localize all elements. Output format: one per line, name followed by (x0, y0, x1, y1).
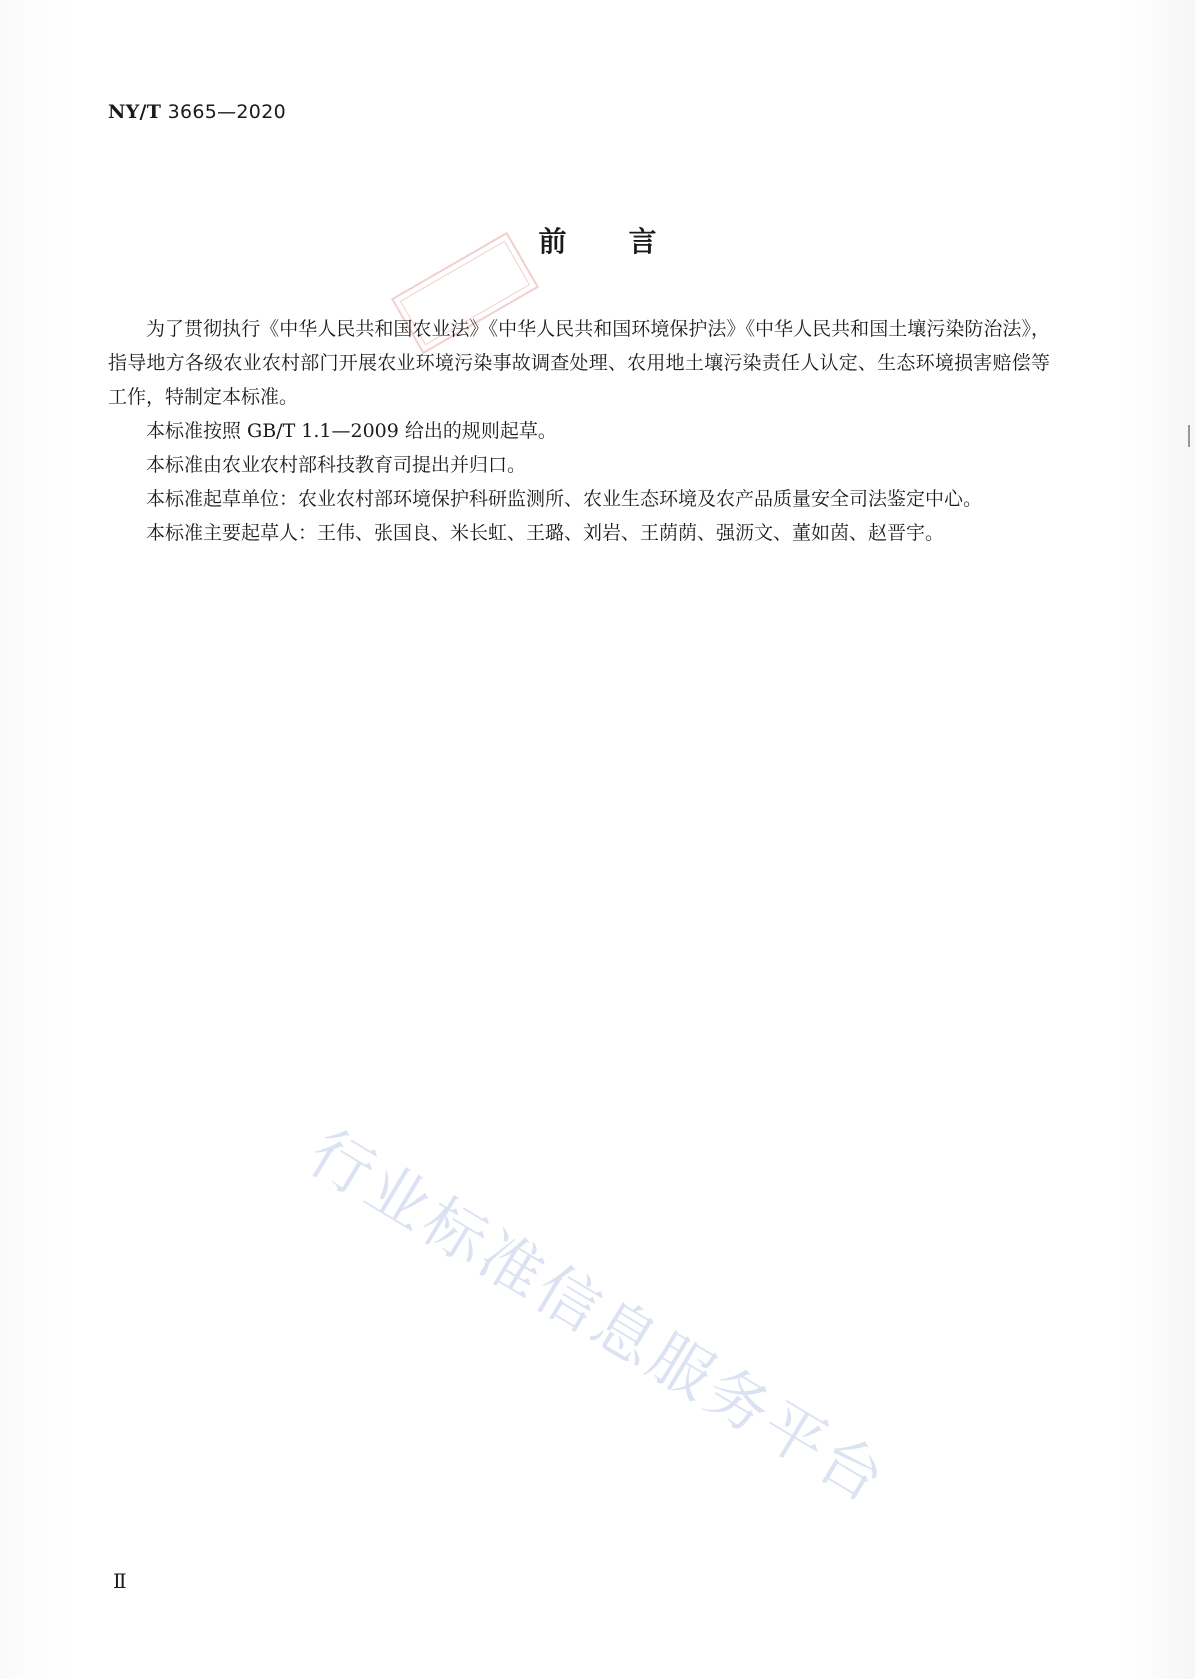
watermark-text: 行业标准信息服务平台 (296, 1115, 900, 1519)
scan-edge-mark (1188, 425, 1190, 447)
paragraph-drafters: 本标准主要起草人：王伟、张国良、米长虹、王璐、刘岩、王荫荫、强沥文、董如茵、赵晋宇。 (146, 522, 945, 544)
document-code-number: 3665—2020 (167, 101, 286, 123)
document-code-prefix: NY/T (108, 101, 162, 123)
page-title: 前言 (538, 225, 719, 258)
paragraph-drafting-units: 本标准起草单位：农业农村部环境保护科研监测所、农业生态环境及农产品质量安全司法鉴定中心。 (146, 488, 983, 510)
document-code (108, 101, 286, 123)
paragraph-purpose: 为了贯彻执行《中华人民共和国农业法》《中华人民共和国环境保护法》《中华人民共和国土壤污染防治法》，指导地方各级农业农村部门开展农业环境污染事故调查处理、农用地土壤污染责任人认定、生态环境损害赔偿等工作，特制定本标准。 (108, 318, 1050, 408)
paragraph-drafting-rules: 本标准按照 GB/T 1.1—2009 给出的规则起草。 (146, 420, 557, 442)
paragraph-proposer: 本标准由农业农村部科技教育司提出并归口。 (146, 454, 527, 476)
page-number: Ⅱ (113, 1569, 127, 1593)
foreword-body (108, 312, 1050, 550)
